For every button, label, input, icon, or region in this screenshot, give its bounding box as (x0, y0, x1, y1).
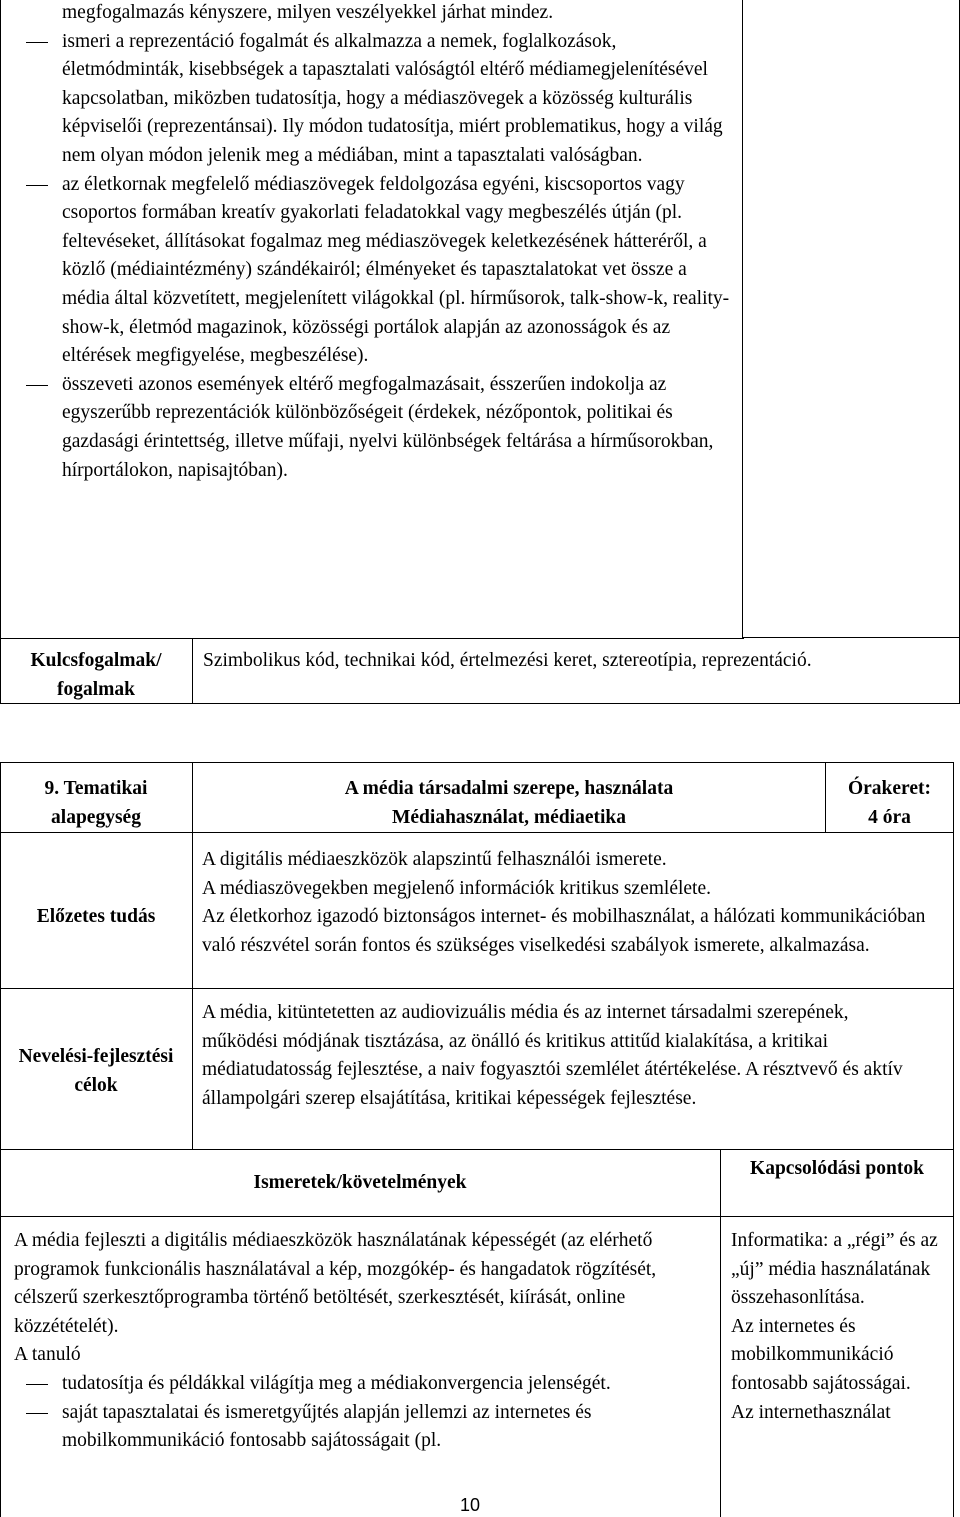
top-content (14, 0, 736, 485)
unit-table-rule (0, 988, 954, 989)
dash-bullet (14, 1370, 62, 1399)
hours: Órakeret: 4 óra (847, 778, 932, 828)
prior-knowledge-text: A digitális médiaeszközök alapszintű felhasználói ismerete. A médiaszövegekben megjelenő információk kritikus szemlélete. Az életkorhoz igazodó biztonságos internet- és mobilhasználat, a hálózati kommunikációban való részvétel során fontos és szükséges viselkedési szabályok ismerete, alkalmazása. (202, 849, 926, 956)
top-table-rule (0, 0, 1, 704)
knowledge-header: Ismeretek/követelmények (253, 1172, 467, 1193)
list-item: saját tapasztalatai és ismeretgyűjtés alapján jellemzi az internetes és mobilkommunikáció fontosabb sajátosságait (pl. (14, 1399, 708, 1456)
unit-table-rule (0, 762, 1, 1517)
top-table-rule (742, 0, 743, 638)
unit-title: A média társadalmi szerepe, használata Médiahasználat, médiaetika (344, 778, 674, 828)
key-concepts-label: Kulcsfogalmak/ fogalmak (30, 650, 162, 700)
continuation-line: megfogalmazás kényszere, milyen veszélyekkel járhat mindez. (62, 2, 554, 23)
list-item: ismeri a reprezentáció fogalmát és alkalmazza a nemek, foglalkozások, életmódminták, kisebbségek a tapasztalati valóságtól eltérő médiamegjelenítésével kapcsolatban, miközben tudatosítja, hogy a médiaszövegek a közösség kulturális képviselői (reprezentánsai). Ily módon tudatosítja, miért problematikus, hogy a világ nem olyan módon jelenik meg a médiában, mint a tapasztalati valóságban. (14, 28, 736, 171)
key-concepts-text: Szimbolikus kód, technikai kód, értelmezési keret, sztereotípia, reprezentáció. (203, 650, 812, 671)
list-item: az életkornak megfelelő médiaszövegek feldolgozása egyéni, kiscsoportos vagy csoportos formában kreatív gyakorlati feladatokkal vagy megbeszélés útján (pl. feltevéseket, állításokat fogalmaz meg médiaszövegek keletkezésének hátteréről, a közlő (médiaintézmény) szándékairól; élményeket és tapasztalatokat vet össze a média által közvetített, megjelenített világokkal (pl. hírműsorok, talk-show-k, reality-show-k, életmód magazinok, közösségi portálok alapján az azonosságok és az eltérések megfigyelése, megbeszélése). (14, 171, 736, 371)
dash-bullet (14, 171, 62, 371)
top-table-rule (192, 638, 193, 704)
unit-table-rule (0, 1149, 954, 1150)
unit-table-rule (0, 1216, 954, 1217)
dash-bullet (14, 1399, 62, 1456)
top-table-rule (0, 638, 744, 639)
student-label: A tanuló (14, 1344, 81, 1366)
connections-body: Informatika: a „régi” és az „új” média használatának összehasonlítása. Az internetes és mobilkommunikáció fontosabb sajátosságai. Az internethasználat (731, 1230, 938, 1423)
unit-label: 9. Tematikai alapegység (44, 778, 148, 828)
dash-bullet (14, 28, 62, 171)
top-table-rule (742, 637, 960, 638)
goals-label: Nevelési-fejlesztési célok (18, 1046, 174, 1096)
list-item: tudatosítja és példákkal világítja meg a médiakonvergencia jelenségét. (14, 1370, 708, 1399)
knowledge-body (14, 1227, 708, 1456)
list-item: összeveti azonos események eltérő megfogalmazásait, ésszerűen indokolja az egyszerűbb reprezentációk különbözőségeit (érdekek, nézőpontok, politikai és gazdasági érintettség, illetve műfaji, nyelvi különbségek feltárása a hírműsorokban, hírportálokon, napisajtóban). (14, 371, 736, 485)
goals-text: A média, kitüntetetten az audiovizuális média és az internet társadalmi szerepének, működési módjának tisztázása, az önálló és kritikus attitűd kialakítása, a kritikai médiatudatosság fejlesztése, a naiv fogyasztói szemlélet átértékelése. A résztvevő és aktív állampolgári szerep elsajátítása, kritikai képességek fejlesztése. (202, 1002, 903, 1109)
page-number: 10 (440, 1493, 500, 1517)
connections-header: Kapcsolódási pontok (750, 1158, 924, 1179)
unit-table-rule (720, 1149, 721, 1517)
unit-table-rule (953, 762, 954, 1517)
knowledge-intro: A média fejleszti a digitális médiaeszközök használatának képességét (az elérhető programok funkcionális használatával a kép, mozgókép- és hangadatok rögzítését, célszerű szerkesztőprogramba történő betöltését, szerkesztését, kiírását, online közzétételét). (14, 1230, 657, 1337)
dash-bullet (14, 371, 62, 485)
unit-table-rule (0, 762, 954, 763)
prior-knowledge-label: Előzetes tudás (36, 906, 156, 927)
